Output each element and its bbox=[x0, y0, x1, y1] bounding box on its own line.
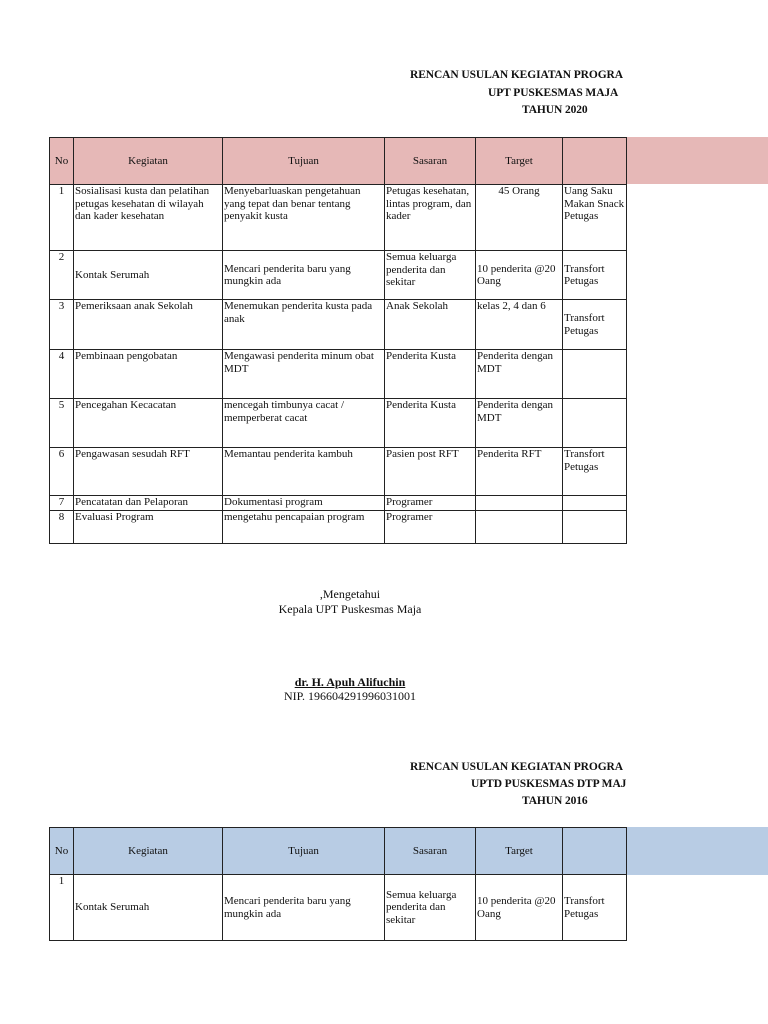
doc2-title-line1: RENCAN USULAN KEGIATAN PROGRA bbox=[410, 761, 623, 773]
cell-kegiatan: Kontak Serumah bbox=[74, 875, 223, 941]
cell-no: 1 bbox=[50, 185, 74, 251]
cell-extra: Transfort Petugas bbox=[563, 251, 627, 300]
col-header-no: No bbox=[50, 138, 74, 185]
col-header-sasaran: Sasaran bbox=[385, 828, 476, 875]
cell-kegiatan: Pencegahan Kecacatan bbox=[74, 399, 223, 448]
cell-sasaran: Semua keluarga penderita dan sekitar bbox=[385, 251, 476, 300]
cell-kegiatan: Evaluasi Program bbox=[74, 511, 223, 544]
cell-no: 8 bbox=[50, 511, 74, 544]
cell-extra: Transfort Petugas bbox=[563, 875, 627, 941]
col-header-sasaran: Sasaran bbox=[385, 138, 476, 185]
col-header-tujuan: Tujuan bbox=[223, 138, 385, 185]
doc2-title-line3: TAHUN 2016 bbox=[522, 795, 588, 807]
cell-target: 45 Orang bbox=[476, 185, 563, 251]
cell-no: 5 bbox=[50, 399, 74, 448]
table-row bbox=[50, 300, 627, 350]
cell-kegiatan: Pemeriksaan anak Sekolah bbox=[74, 300, 223, 350]
cell-sasaran: Penderita Kusta bbox=[385, 399, 476, 448]
table-row bbox=[50, 496, 627, 511]
cell-tujuan: Menyebarluaskan pengetahuan yang tepat dan benar tentang penyakit kusta bbox=[223, 185, 385, 251]
col-header-no: No bbox=[50, 828, 74, 875]
signature-name: dr. H. Apuh Alifuchin bbox=[294, 675, 406, 689]
signature-acknowledged: ,Mengetahui bbox=[319, 587, 381, 601]
cell-target bbox=[476, 511, 563, 544]
cell-kegiatan: Pembinaan pengobatan bbox=[74, 350, 223, 399]
col-header-extra bbox=[563, 138, 627, 185]
cell-sasaran: Petugas kesehatan, lintas program, dan kader bbox=[385, 185, 476, 251]
cell-kegiatan: Pencatatan dan Pelaporan bbox=[74, 496, 223, 511]
cell-no: 1 bbox=[50, 875, 74, 941]
cell-sasaran: Penderita Kusta bbox=[385, 350, 476, 399]
doc1-title-line1: RENCAN USULAN KEGIATAN PROGRA bbox=[410, 69, 623, 81]
cell-extra bbox=[563, 496, 627, 511]
table-header-row bbox=[50, 138, 627, 185]
cell-target: Penderita dengan MDT bbox=[476, 350, 563, 399]
cell-no: 2 bbox=[50, 251, 74, 300]
doc1-title-line2: UPT PUSKESMAS MAJA bbox=[488, 87, 619, 99]
cell-tujuan: Mencari penderita baru yang mungkin ada bbox=[223, 251, 385, 300]
cell-target: 10 penderita @20 Oang bbox=[476, 251, 563, 300]
cell-target: kelas 2, 4 dan 6 bbox=[476, 300, 563, 350]
cell-sasaran: Semua keluarga penderita dan sekitar bbox=[385, 875, 476, 941]
cell-extra: Transfort Petugas bbox=[563, 300, 627, 350]
cell-no: 3 bbox=[50, 300, 74, 350]
doc1-title-line3: TAHUN 2020 bbox=[522, 104, 588, 116]
cell-sasaran: Pasien post RFT bbox=[385, 448, 476, 496]
doc1-table bbox=[49, 137, 627, 544]
cell-sasaran: Programer bbox=[385, 511, 476, 544]
cell-tujuan: Memantau penderita kambuh bbox=[223, 448, 385, 496]
cell-target: 10 penderita @20 Oang bbox=[476, 875, 563, 941]
cell-extra bbox=[563, 511, 627, 544]
table-row bbox=[50, 251, 627, 300]
col-header-target: Target bbox=[476, 828, 563, 875]
col-header-tujuan: Tujuan bbox=[223, 828, 385, 875]
cell-target: Penderita dengan MDT bbox=[476, 399, 563, 448]
cell-kegiatan: Kontak Serumah bbox=[74, 251, 223, 300]
cell-sasaran: Programer bbox=[385, 496, 476, 511]
col-header-kegiatan: Kegiatan bbox=[74, 828, 223, 875]
doc2-header-band bbox=[626, 827, 768, 875]
signature-position: Kepala UPT Puskesmas Maja bbox=[278, 602, 422, 616]
cell-extra: Transfort Petugas bbox=[563, 448, 627, 496]
doc2-title-line2: UPTD PUSKESMAS DTP MAJ bbox=[471, 778, 626, 790]
col-header-extra bbox=[563, 828, 627, 875]
cell-extra bbox=[563, 399, 627, 448]
col-header-kegiatan: Kegiatan bbox=[74, 138, 223, 185]
doc1-header-band bbox=[626, 137, 768, 184]
cell-extra: Uang Saku Makan Snack Petugas bbox=[563, 185, 627, 251]
table-row bbox=[50, 185, 627, 251]
cell-tujuan: Mengawasi penderita minum obat MDT bbox=[223, 350, 385, 399]
signature-nip: NIP. 196604291996031001 bbox=[283, 689, 416, 703]
cell-target bbox=[476, 496, 563, 511]
table-row bbox=[50, 875, 627, 941]
table-row bbox=[50, 511, 627, 544]
cell-sasaran: Anak Sekolah bbox=[385, 300, 476, 350]
table-header-row bbox=[50, 828, 627, 875]
cell-tujuan: Mencari penderita baru yang mungkin ada bbox=[223, 875, 385, 941]
table-row bbox=[50, 448, 627, 496]
cell-kegiatan: Pengawasan sesudah RFT bbox=[74, 448, 223, 496]
table-row bbox=[50, 350, 627, 399]
cell-no: 7 bbox=[50, 496, 74, 511]
table-row bbox=[50, 399, 627, 448]
cell-kegiatan: Sosialisasi kusta dan pelatihan petugas kesehatan di wilayah dan kader kesehatan bbox=[74, 185, 223, 251]
cell-no: 6 bbox=[50, 448, 74, 496]
cell-no: 4 bbox=[50, 350, 74, 399]
cell-tujuan: Dokumentasi program bbox=[223, 496, 385, 511]
cell-target: Penderita RFT bbox=[476, 448, 563, 496]
cell-extra bbox=[563, 350, 627, 399]
doc2-table bbox=[49, 827, 627, 941]
cell-tujuan: mengetahu pencapaian program bbox=[223, 511, 385, 544]
col-header-target: Target bbox=[476, 138, 563, 185]
cell-tujuan: mencegah timbunya cacat / memperberat cacat bbox=[223, 399, 385, 448]
cell-tujuan: Menemukan penderita kusta pada anak bbox=[223, 300, 385, 350]
